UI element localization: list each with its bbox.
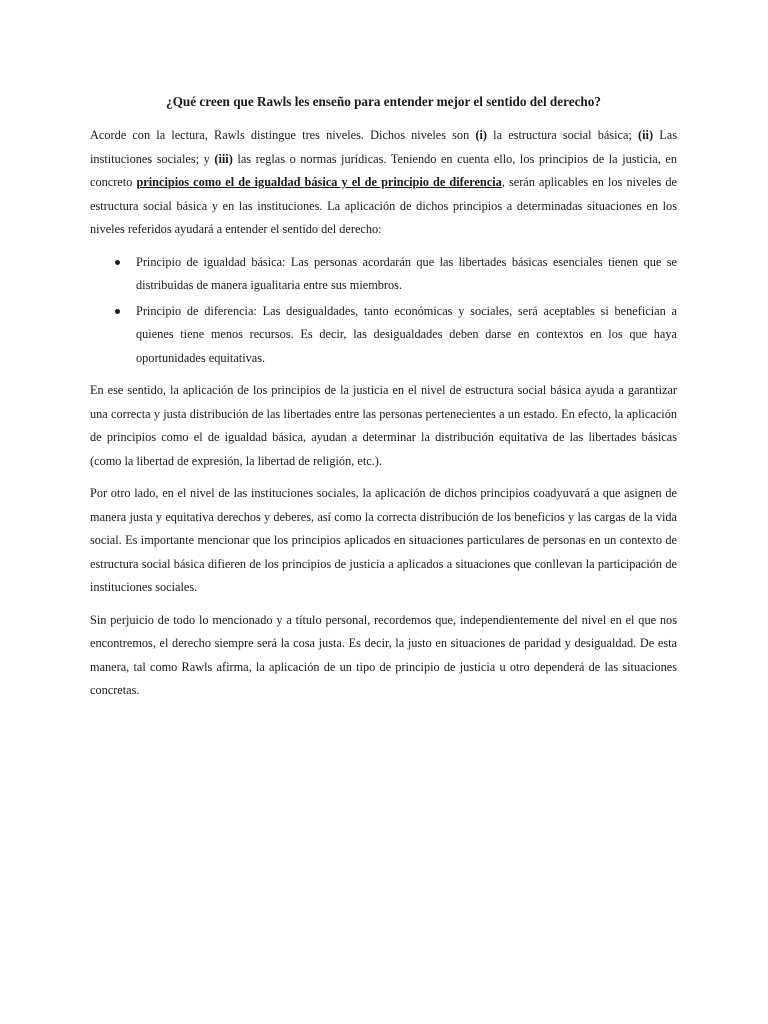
- bullet-icon: [115, 260, 120, 265]
- intro-text-3: Las instituciones sociales; y: [90, 128, 677, 166]
- body-paragraph: Sin perjuicio de todo lo mencionado y a título personal, recordemos que, independientemente del nivel en el que nos encontremos, el derecho siempre será la cosa justa. Es decir, la justo en situaciones de paridad y desigualdad. De esta manera, tal como Rawls afirma, la aplicación de un tipo de principio de justicia u otro dependerá de las situaciones concretas.: [90, 612, 677, 697]
- list-item-text: Principio de diferencia: Las desigualdades, tanto económicas y sociales, será aceptables si benefician a quienes tiene menos recursos. Es decir, las desigualdades deben darse en contextos en los que haya oportunidades equitativas.: [136, 303, 677, 365]
- list-item-text: Principio de igualdad básica: Las personas acordarán que las libertades básicas esenciales tienen que se distribuidas de manera igualitaria entre sus miembros.: [136, 254, 677, 292]
- intro-text-4: las reglas o normas jurídicas. Teniendo en cuenta ello, los principios de la justicia, en concreto: [90, 151, 677, 189]
- document-body: [90, 92, 677, 712]
- bullet-icon: [115, 309, 120, 314]
- document-title: ¿Qué creen que Rawls les enseño para entender mejor el sentido del derecho?: [166, 94, 601, 109]
- list-item: [90, 300, 677, 371]
- principles-list: [90, 251, 677, 371]
- intro-text-1: Acorde con la lectura, Rawls distingue tres niveles. Dichos niveles son: [90, 128, 476, 142]
- body-paragraph: En ese sentido, la aplicación de los principios de la justicia en el nivel de estructura social básica ayuda a garantizar una correcta y justa distribución de las libertades entre las personas pertenecientes a un estado. En efecto, la aplicación de principios como el de igualdad básica, ayudan a determinar la distribución equitativa de las libertades básicas (como la libertad de expresión, la libertad de religión, etc.).: [90, 383, 677, 468]
- list-item: [90, 251, 677, 298]
- body-paragraph: Por otro lado, en el nivel de las instituciones sociales, la aplicación de dichos principios coadyuvará a que asignen de manera justa y equitativa derechos y deberes, así como la correcta distribución de los beneficios y las cargas de la vida social. Es importante mencionar que los principios aplicados en situaciones particulares de personas en un contexto de estructura social básica difieren de los principios de justicia a aplicados a situaciones que conllevan la participación de instituciones sociales.: [90, 486, 677, 594]
- intro-paragraph: [90, 124, 677, 242]
- level-marker-ii: (ii): [638, 128, 654, 142]
- level-marker-i: (i): [475, 128, 488, 142]
- level-marker-iii: (iii): [214, 151, 233, 166]
- intro-text-5: , serán aplicables en los niveles de estructura social básica y en las instituciones. La aplicación de dichos principios a determinadas situaciones en los niveles referidos ayudará a entender el sentido del derecho:: [90, 175, 677, 236]
- intro-text-2: la estructura social básica;: [487, 128, 639, 142]
- emphasized-principles: principios como el de igualdad básica y el de principio de diferencia: [136, 175, 502, 189]
